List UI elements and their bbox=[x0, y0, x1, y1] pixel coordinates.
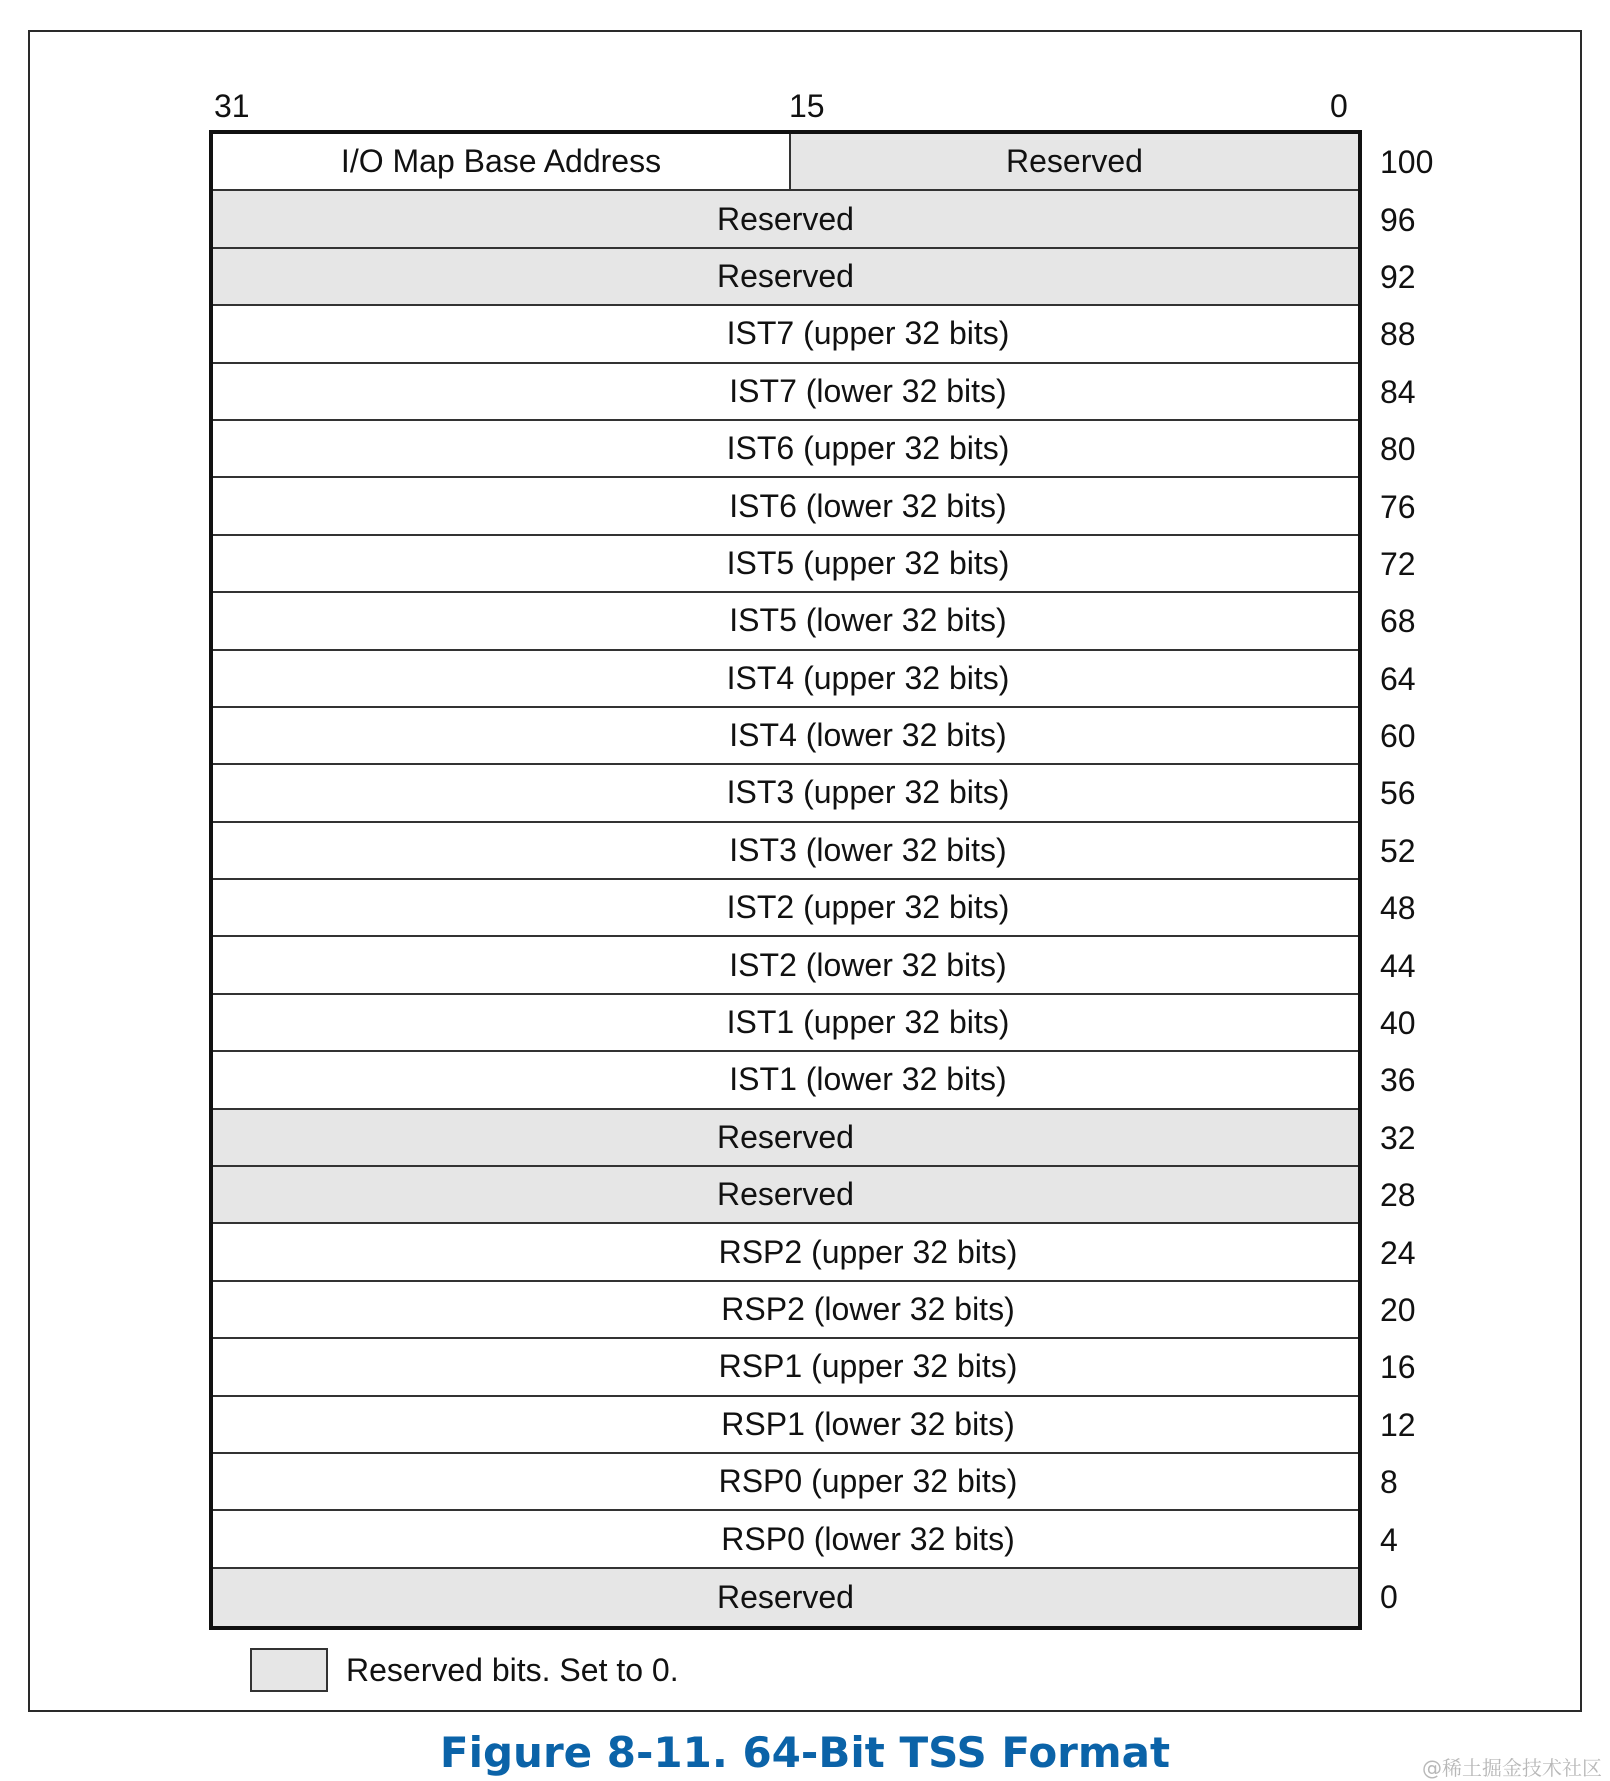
offset-label: 36 bbox=[1380, 1062, 1416, 1099]
tss-row-4 bbox=[213, 1511, 1358, 1568]
rsp0-upper-cell: RSP0 (upper 32 bits) bbox=[718, 1463, 1018, 1500]
ist4-lower-cell: IST4 (lower 32 bits) bbox=[729, 717, 1007, 754]
tss-layout-table bbox=[209, 130, 1362, 1630]
reserved-cell: Reserved bbox=[717, 200, 854, 237]
offset-label: 60 bbox=[1380, 718, 1416, 755]
ist5-upper-cell: IST5 (upper 32 bits) bbox=[726, 544, 1010, 581]
tss-row-100 bbox=[213, 134, 1358, 191]
tss-row-56 bbox=[213, 765, 1358, 822]
tss-row-72 bbox=[213, 536, 1358, 593]
rsp0-lower-cell: RSP0 (lower 32 bits) bbox=[721, 1520, 1015, 1557]
reserved-cell: Reserved bbox=[717, 1578, 854, 1615]
tss-row-80 bbox=[213, 421, 1358, 478]
offset-label: 0 bbox=[1380, 1578, 1398, 1615]
reserved-cell: Reserved bbox=[717, 257, 854, 294]
watermark: @稀土掘金技术社区 bbox=[1422, 1756, 1602, 1780]
ist7-lower-cell: IST7 (lower 32 bits) bbox=[729, 372, 1007, 409]
rsp2-lower-cell: RSP2 (lower 32 bits) bbox=[721, 1291, 1015, 1327]
offset-label: 8 bbox=[1380, 1464, 1398, 1501]
rsp2-upper-cell: RSP2 (upper 32 bits) bbox=[718, 1233, 1018, 1270]
tss-row-60 bbox=[213, 708, 1358, 765]
tss-row-44 bbox=[213, 937, 1358, 994]
offset-label: 76 bbox=[1380, 488, 1416, 525]
tss-row-36 bbox=[213, 1052, 1358, 1109]
tss-row-84 bbox=[213, 364, 1358, 421]
offset-label: 52 bbox=[1380, 832, 1416, 869]
tss-row-48 bbox=[213, 880, 1358, 937]
ist2-lower-cell: IST2 (lower 32 bits) bbox=[729, 946, 1007, 983]
tss-row-76 bbox=[213, 478, 1358, 535]
tss-row-52 bbox=[213, 823, 1358, 880]
bit-label-15: 15 bbox=[789, 88, 825, 124]
bit-label-31: 31 bbox=[214, 88, 250, 124]
tss-row-24 bbox=[213, 1224, 1358, 1281]
rsp1-upper-cell: RSP1 (upper 32 bits) bbox=[718, 1348, 1018, 1385]
tss-row-68 bbox=[213, 593, 1358, 650]
offset-label: 96 bbox=[1380, 201, 1416, 238]
offset-label: 40 bbox=[1380, 1005, 1416, 1042]
offset-label: 84 bbox=[1380, 373, 1416, 410]
offset-column bbox=[1370, 130, 1490, 1622]
tss-row-16 bbox=[213, 1339, 1358, 1396]
ist4-upper-cell: IST4 (upper 32 bits) bbox=[726, 659, 1010, 696]
offset-label: 32 bbox=[1380, 1119, 1416, 1156]
ist6-upper-cell: IST6 (upper 32 bits) bbox=[726, 430, 1010, 467]
tss-row-20 bbox=[213, 1282, 1358, 1339]
ist2-upper-cell: IST2 (upper 32 bits) bbox=[726, 889, 1010, 926]
tss-row-12 bbox=[213, 1397, 1358, 1454]
ist5-lower-cell: IST5 (lower 32 bits) bbox=[729, 602, 1007, 639]
tss-row-28 bbox=[213, 1167, 1358, 1224]
offset-label: 12 bbox=[1380, 1406, 1416, 1443]
tss-row-32 bbox=[213, 1110, 1358, 1167]
reserved-cell: Reserved bbox=[717, 1176, 854, 1213]
offset-label: 28 bbox=[1380, 1177, 1416, 1214]
tss-row-8 bbox=[213, 1454, 1358, 1511]
tss-row-96 bbox=[213, 191, 1358, 248]
legend bbox=[250, 1648, 679, 1692]
ist6-lower-cell: IST6 (lower 32 bits) bbox=[729, 487, 1007, 524]
offset-label: 80 bbox=[1380, 431, 1416, 468]
offset-label: 100 bbox=[1380, 144, 1434, 181]
figure-caption: Figure 8-11. 64-Bit TSS Format bbox=[439, 1728, 1171, 1777]
ist1-upper-cell: IST1 (upper 32 bits) bbox=[726, 1004, 1010, 1041]
offset-label: 48 bbox=[1380, 890, 1416, 927]
ist3-lower-cell: IST3 (lower 32 bits) bbox=[729, 831, 1007, 868]
tss-row-88 bbox=[213, 306, 1358, 363]
offset-label: 72 bbox=[1380, 545, 1416, 582]
ist3-upper-cell: IST3 (upper 32 bits) bbox=[726, 774, 1010, 811]
tss-row-0 bbox=[213, 1569, 1358, 1626]
offset-label: 16 bbox=[1380, 1349, 1416, 1386]
offset-label: 56 bbox=[1380, 775, 1416, 812]
offset-label: 68 bbox=[1380, 603, 1416, 640]
reserved-cell: Reserved bbox=[791, 134, 1358, 189]
offset-label: 24 bbox=[1380, 1234, 1416, 1271]
tss-row-40 bbox=[213, 995, 1358, 1052]
offset-label: 88 bbox=[1380, 316, 1416, 353]
ist7-upper-cell: IST7 (upper 32 bits) bbox=[726, 315, 1010, 352]
tss-row-92 bbox=[213, 249, 1358, 306]
offset-label: 92 bbox=[1380, 258, 1416, 295]
ist1-lower-cell: IST1 (lower 32 bits) bbox=[729, 1061, 1007, 1098]
offset-label: 20 bbox=[1380, 1292, 1416, 1328]
offset-label: 4 bbox=[1380, 1521, 1398, 1558]
legend-text: Reserved bits. Set to 0. bbox=[346, 1651, 679, 1688]
io-map-base-address-cell: I/O Map Base Address bbox=[213, 134, 791, 189]
bit-label-0: 0 bbox=[1330, 88, 1348, 124]
legend-swatch bbox=[250, 1648, 328, 1692]
reserved-cell: Reserved bbox=[717, 1118, 854, 1155]
tss-row-64 bbox=[213, 651, 1358, 708]
offset-label: 44 bbox=[1380, 947, 1416, 984]
rsp1-lower-cell: RSP1 (lower 32 bits) bbox=[721, 1405, 1015, 1442]
offset-label: 64 bbox=[1380, 660, 1416, 697]
